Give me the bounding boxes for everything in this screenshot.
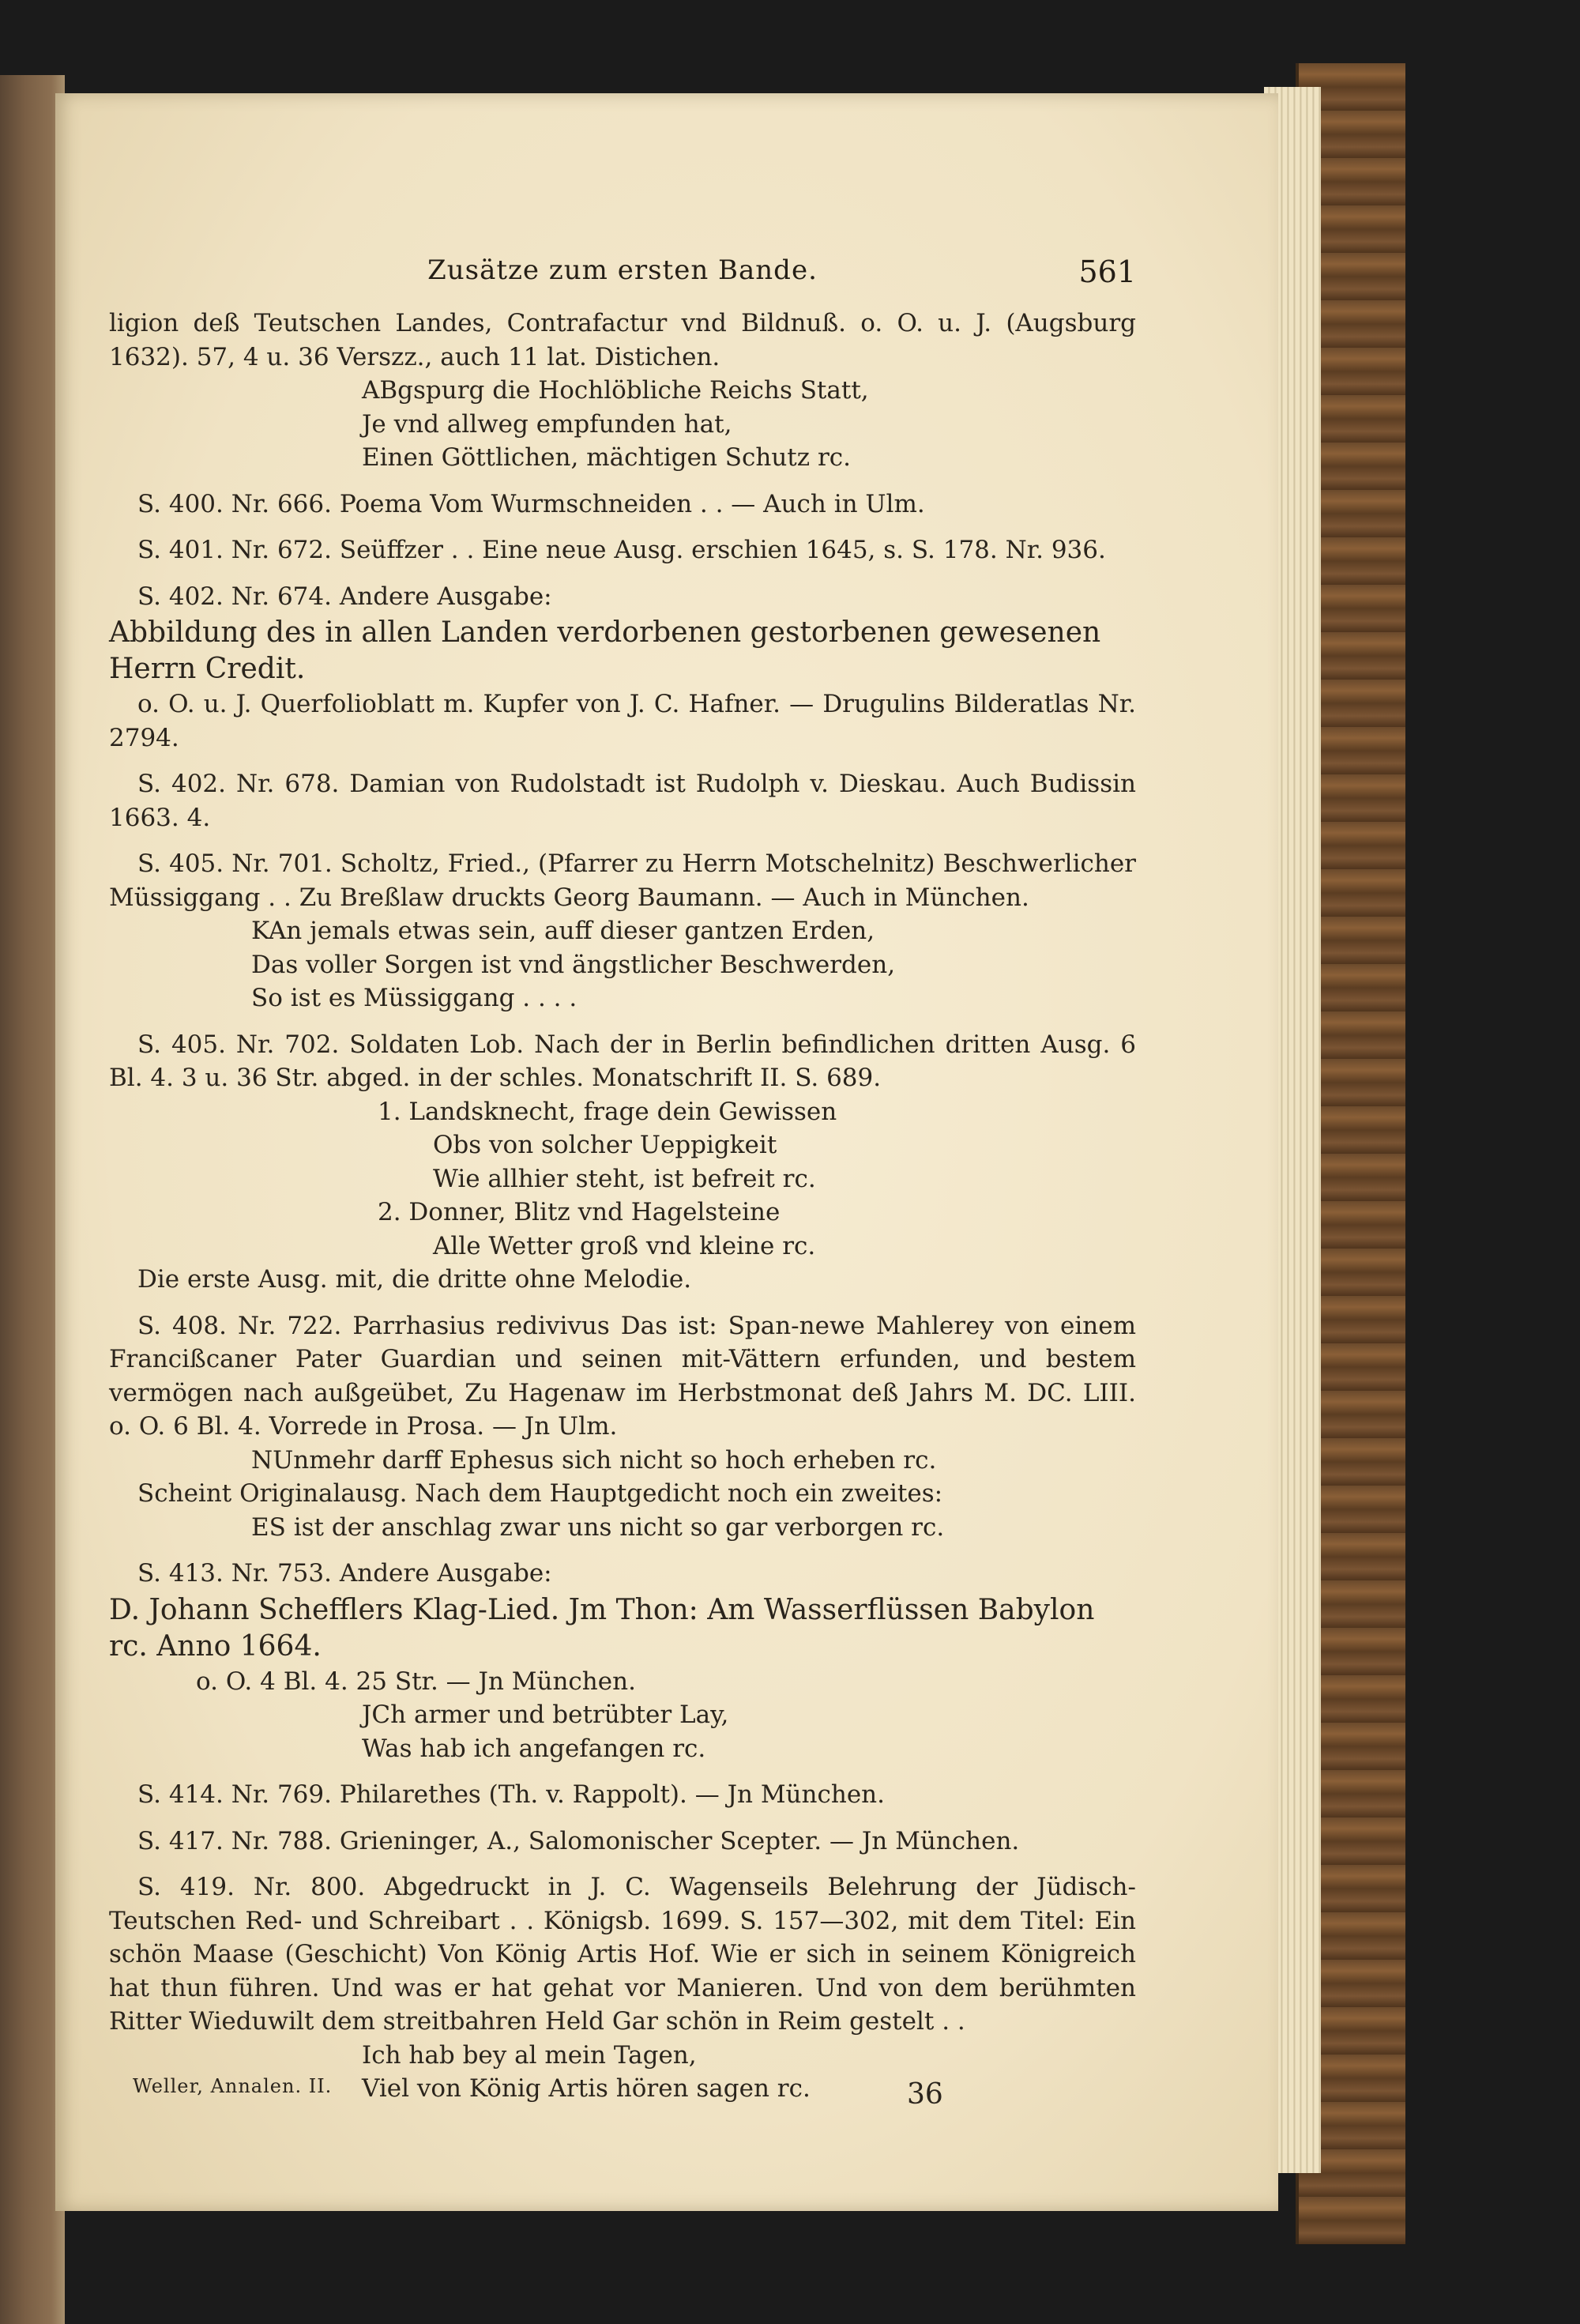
text-paragraph: S. 405. Nr. 702. Soldaten Lob. Nach der in Berlin befindlichen dritten Ausg. 6 Bl. 4. 3 u. 36 Str. abged. in der schles. Monatschrift II. S. 689. <box>109 1030 1136 1092</box>
text-paragraph: S. 413. Nr. 753. Andere Ausgabe: <box>137 1559 552 1588</box>
signature-mark: Weller, Annalen. II. <box>133 2075 333 2097</box>
page-number: 561 <box>1078 254 1136 289</box>
verse-line: KAn jemals etwas sein, auff dieser gantzen Erden, <box>251 917 875 945</box>
text-paragraph: o. O. u. J. Querfolioblatt m. Kupfer von J. C. Hafner. — Drugulins Bilderatlas Nr. 2794. <box>109 690 1136 752</box>
text-paragraph: S. 419. Nr. 800. Abgedruckt in J. C. Wagenseils Belehrung der Jüdisch-Teutschen Red- und Schreibart . . Königsb. 1699. S. 157—302, mit dem Titel: Ein schön Maase (Geschicht) Von König Artis Hof. Wie er sich in seinem Königreich hat thun führen. Und was er hat gehat vor Manieren. Und von dem berühmten Ritter Wieduwilt dem streitbahren Held Gar schön in Reim gestelt . . <box>109 1873 1136 2036</box>
text-paragraph: ligion deß Teutschen Landes, Contrafactur vnd Bildnuß. o. O. u. J. (Augsburg 1632). 57, 4 u. 36 Verszz., auch 11 lat. Distichen. <box>109 309 1136 371</box>
page-header <box>109 254 1136 292</box>
verse-line: So ist es Müssiggang . . . . <box>251 984 577 1012</box>
text-paragraph: D. Johann Schefflers Klag-Lied. Jm Thon: Am Wasserflüssen Babylon rc. Anno 1664. <box>109 1593 1095 1663</box>
text-paragraph: S. 417. Nr. 788. Grieninger, A., Salomonischer Scepter. — Jn München. <box>137 1826 1020 1855</box>
verse-line: ABgspurg die Hochlöbliche Reichs Statt, <box>362 376 869 405</box>
verse-line: Was hab ich angefangen rc. <box>362 1734 706 1763</box>
running-title: Zusätze zum ersten Bande. <box>427 254 818 286</box>
verse-line: Alle Wetter groß vnd kleine rc. <box>433 1231 816 1260</box>
text-paragraph: Scheint Originalausg. Nach dem Hauptgedicht noch ein zweites: <box>137 1479 943 1508</box>
page-footer <box>109 2070 1136 2118</box>
text-paragraph: Die erste Ausg. mit, die dritte ohne Melodie. <box>137 1265 692 1294</box>
verse-line: Obs von solcher Ueppigkeit <box>433 1131 777 1159</box>
verse-line: Viel von König Artis hören sagen rc. <box>362 2074 811 2103</box>
verse-line: Ich hab bey al mein Tagen, <box>362 2040 697 2070</box>
verse-line: NUnmehr darff Ephesus sich nicht so hoch erheben rc. <box>251 1445 937 1475</box>
page-body <box>109 307 1136 2106</box>
verse-line: Einen Göttlichen, mächtigen Schutz rc. <box>362 443 851 472</box>
text-paragraph: S. 414. Nr. 769. Philarethes (Th. v. Rappolt). — Jn München. <box>137 1780 885 1809</box>
signature-number: 36 <box>907 2078 943 2111</box>
verse-line: JCh armer und betrübter Lay, <box>362 1701 729 1729</box>
text-paragraph: S. 405. Nr. 701. Scholtz, Fried., (Pfarrer zu Herrn Motschelnitz) Beschwerlicher Müssiggang . . Zu Breßlaw druckts Georg Baumann. — Auch in München. <box>109 849 1136 912</box>
verse-line: 2. Donner, Blitz vnd Hagelsteine <box>378 1198 781 1226</box>
text-paragraph: Abbildung des in allen Landen verdorbenen gestorbenen gewesenen Herrn Credit. <box>109 616 1101 685</box>
verse-line: Das voller Sorgen ist vnd ängstlicher Beschwerden, <box>251 950 896 979</box>
text-paragraph: S. 401. Nr. 672. Seüffzer . . Eine neue Ausg. erschien 1645, s. S. 178. Nr. 936. <box>137 536 1106 564</box>
text-paragraph: S. 400. Nr. 666. Poema Vom Wurmschneiden . . — Auch in Ulm. <box>137 489 925 518</box>
text-paragraph: S. 402. Nr. 674. Andere Ausgabe: <box>137 582 552 611</box>
verse-line: 1. Landsknecht, frage dein Gewissen <box>378 1097 837 1126</box>
text-paragraph: S. 402. Nr. 678. Damian von Rudolstadt ist Rudolph v. Dieskau. Auch Budissin 1663. 4. <box>109 770 1136 832</box>
verse-line: Je vnd allweg empfunden hat, <box>362 409 732 439</box>
text-paragraph: S. 408. Nr. 722. Parrhasius redivivus Das ist: Span-newe Mahlerey von einem Francißcaner Pater Guardian und seinen mit-Vättern erfunden, und bestem vermögen nach außgeübet, Zu Hagenaw im Herbstmonat deß Jahrs M. DC. LIII. o. O. 6 Bl. 4. Vorrede in Prosa. — Jn Ulm. <box>109 1311 1136 1441</box>
verse-line: Wie allhier steht, ist befreit rc. <box>433 1164 816 1193</box>
verse-line: ES ist der anschlag zwar uns nicht so gar verborgen rc. <box>251 1512 945 1542</box>
text-paragraph: o. O. 4 Bl. 4. 25 Str. — Jn München. <box>196 1667 636 1696</box>
